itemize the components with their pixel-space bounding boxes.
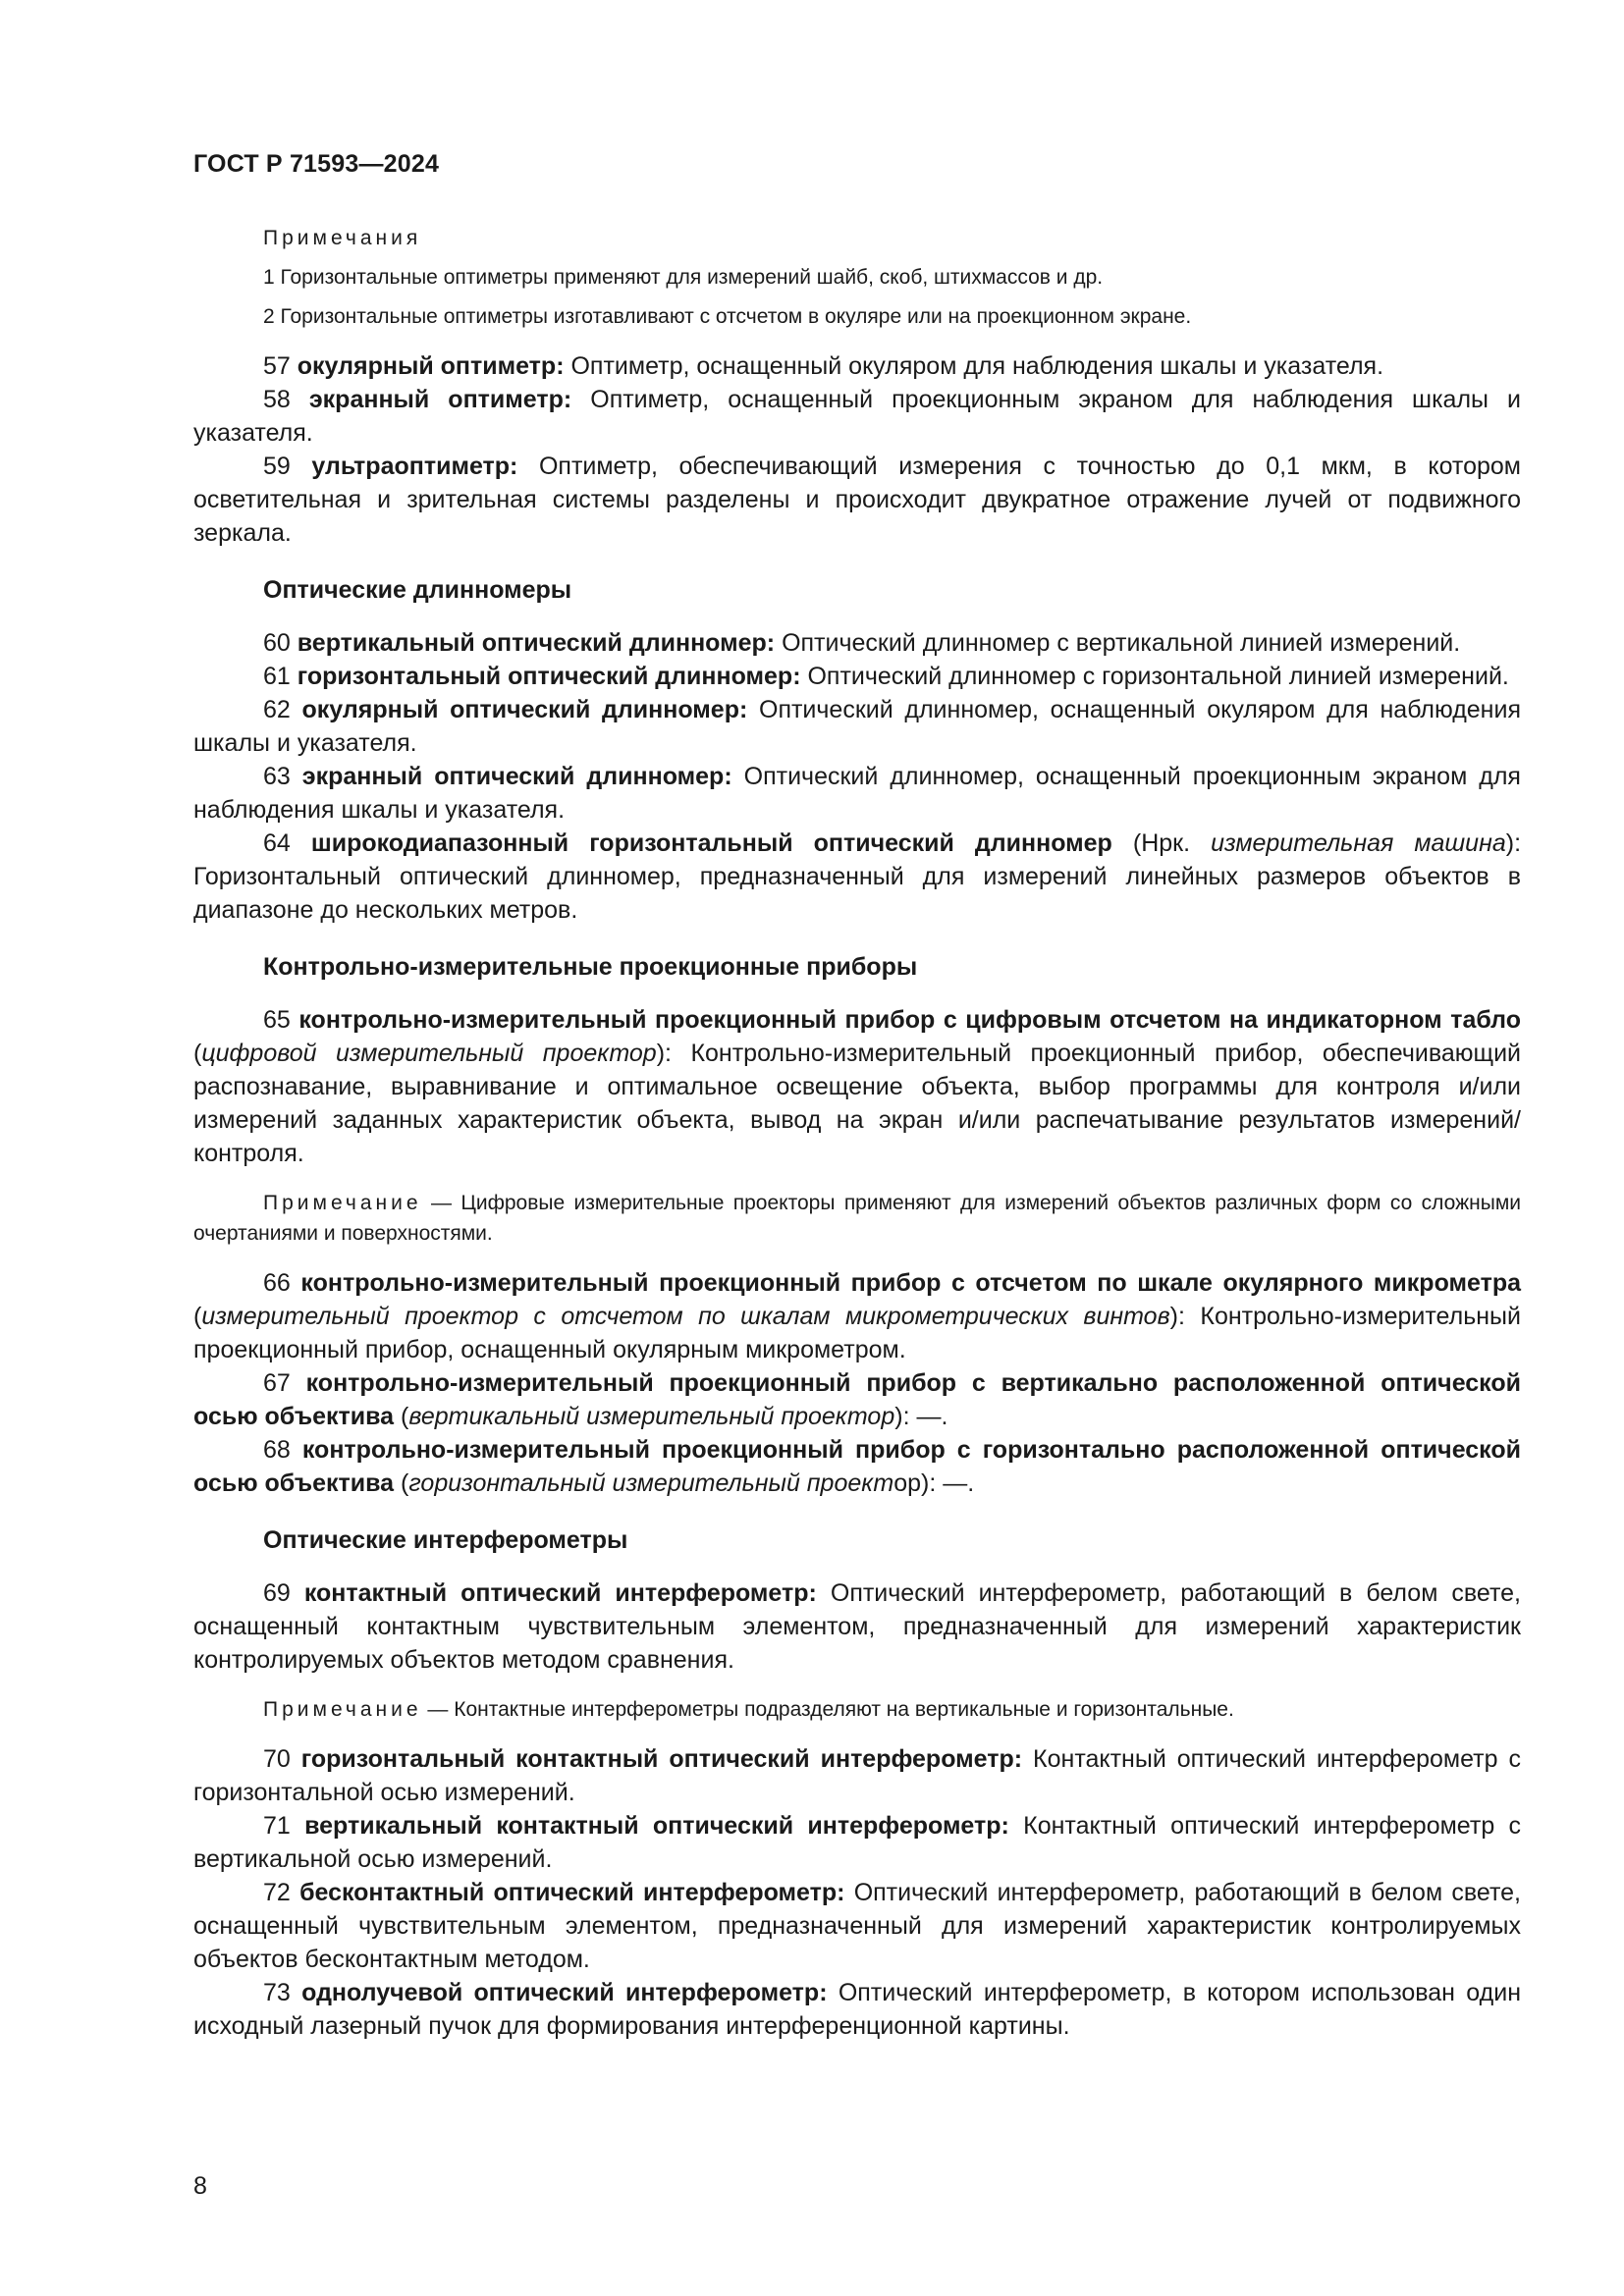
notes-block bbox=[193, 224, 1521, 332]
term-70: 70 горизонтальный контактный оптический интерферометр: Контактный оптический интерферометр с горизонтальной осью измерений. bbox=[193, 1745, 1522, 1806]
note-inline: Примечание — Контактные интерферометры подразделяют на вертикальные и горизонтальные. bbox=[263, 1698, 1234, 1721]
term-61: 61 горизонтальный оптический длинномер: Оптический длинномер с горизонтальной линией измерений. bbox=[263, 663, 1509, 690]
term-69: 69 контактный оптический интерферометр: Оптический интерферометр, работающий в белом свете, оснащенный контактным чувствительным элементом, предназначенный для измерений характеристик контролируемых объектов методом сравнения. bbox=[193, 1579, 1522, 1674]
term-58: 58 экранный оптиметр: Оптиметр, оснащенный проекционным экраном для наблюдения шкалы и указателя. bbox=[193, 386, 1522, 447]
section-title: Контрольно-измерительные проекционные приборы bbox=[263, 953, 918, 981]
term-64: 64 широкодиапазонный горизонтальный оптический длинномер (Нрк. измерительная машина): Горизонтальный оптический длинномер, предназначенный для измерений линейных размеров объектов в диапазоне до нескольких метров. bbox=[193, 829, 1522, 924]
term-66: 66 контрольно-измерительный проекционный прибор с отсчетом по шкале окулярного микрометра (измерительный проектор с отсчетом по шкалам микрометрических винтов): Контрольно-измерительный проекционный прибор, оснащенный окулярным микрометром. bbox=[193, 1269, 1521, 1363]
term-65: 65 контрольно-измерительный проекционный прибор с цифровым отсчетом на индикаторном табло (цифровой измерительный проектор): Контрольно-измерительный проекционный прибор, обеспечивающий распознавание, выравнивание и оптимальное освещение объекта, выбор программы для контроля и/или измерений заданных характеристик объекта, вывод на экран и/или распечатывание результатов измерений/контроля. bbox=[193, 1006, 1521, 1167]
note-item: 1 Горизонтальные оптиметры применяют для измерений шайб, скоб, штихмассов и др. bbox=[263, 266, 1104, 289]
term-57: 57 окулярный оптиметр: Оптиметр, оснащенный окуляром для наблюдения шкалы и указателя. bbox=[263, 352, 1384, 380]
term-59: 59 ультраоптиметр: Оптиметр, обеспечивающий измерения с точностью до 0,1 мкм, в котором осветительная и зрительная системы разделены и происходит двукратное отражение лучей от подвижного зеркала. bbox=[193, 453, 1521, 547]
note-inline: Примечание — Цифровые измерительные проекторы применяют для измерений объектов различных форм со сложными очертаниями и поверхностями. bbox=[193, 1192, 1521, 1245]
term-72: 72 бесконтактный оптический интерферометр: Оптический интерферометр, работающий в белом свете, оснащенный чувствительным элементом, предназначенный для измерений характеристик контролируемых объектов бесконтактным методом. bbox=[193, 1879, 1521, 1973]
term-60: 60 вертикальный оптический длинномер: Оптический длинномер с вертикальной линией измерений. bbox=[263, 629, 1461, 657]
term-67: 67 контрольно-измерительный проекционный прибор с вертикально расположенной оптической осью объектива (вертикальный измерительный проектор): —. bbox=[193, 1369, 1521, 1430]
section-title: Оптические длинномеры bbox=[263, 576, 572, 604]
term-62: 62 окулярный оптический длинномер: Оптический длинномер, оснащенный окуляром для наблюдения шкалы и указателя. bbox=[193, 696, 1521, 757]
document-body bbox=[193, 224, 1521, 2043]
section-title: Оптические интерферометры bbox=[263, 1526, 628, 1554]
document-header: ГОСТ Р 71593—2024 bbox=[193, 150, 440, 178]
term-68: 68 контрольно-измерительный проекционный прибор с горизонтально расположенной оптической осью объектива (горизонтальный измерительный проектор): —. bbox=[193, 1436, 1521, 1497]
note-item: 2 Горизонтальные оптиметры изготавливают с отсчетом в окуляре или на проекционном экране. bbox=[263, 305, 1192, 328]
page-number: 8 bbox=[193, 2172, 207, 2200]
term-71: 71 вертикальный контактный оптический интерферометр: Контактный оптический интерферометр с вертикальной осью измерений. bbox=[193, 1812, 1522, 1873]
term-73: 73 однолучевой оптический интерферометр: Оптический интерферометр, в котором использован один исходный лазерный пучок для формирования интерференционной картины. bbox=[193, 1979, 1522, 2040]
term-63: 63 экранный оптический длинномер: Оптический длинномер, оснащенный проекционным экраном для наблюдения шкалы и указателя. bbox=[193, 763, 1521, 824]
notes-title: Примечания bbox=[263, 227, 422, 249]
